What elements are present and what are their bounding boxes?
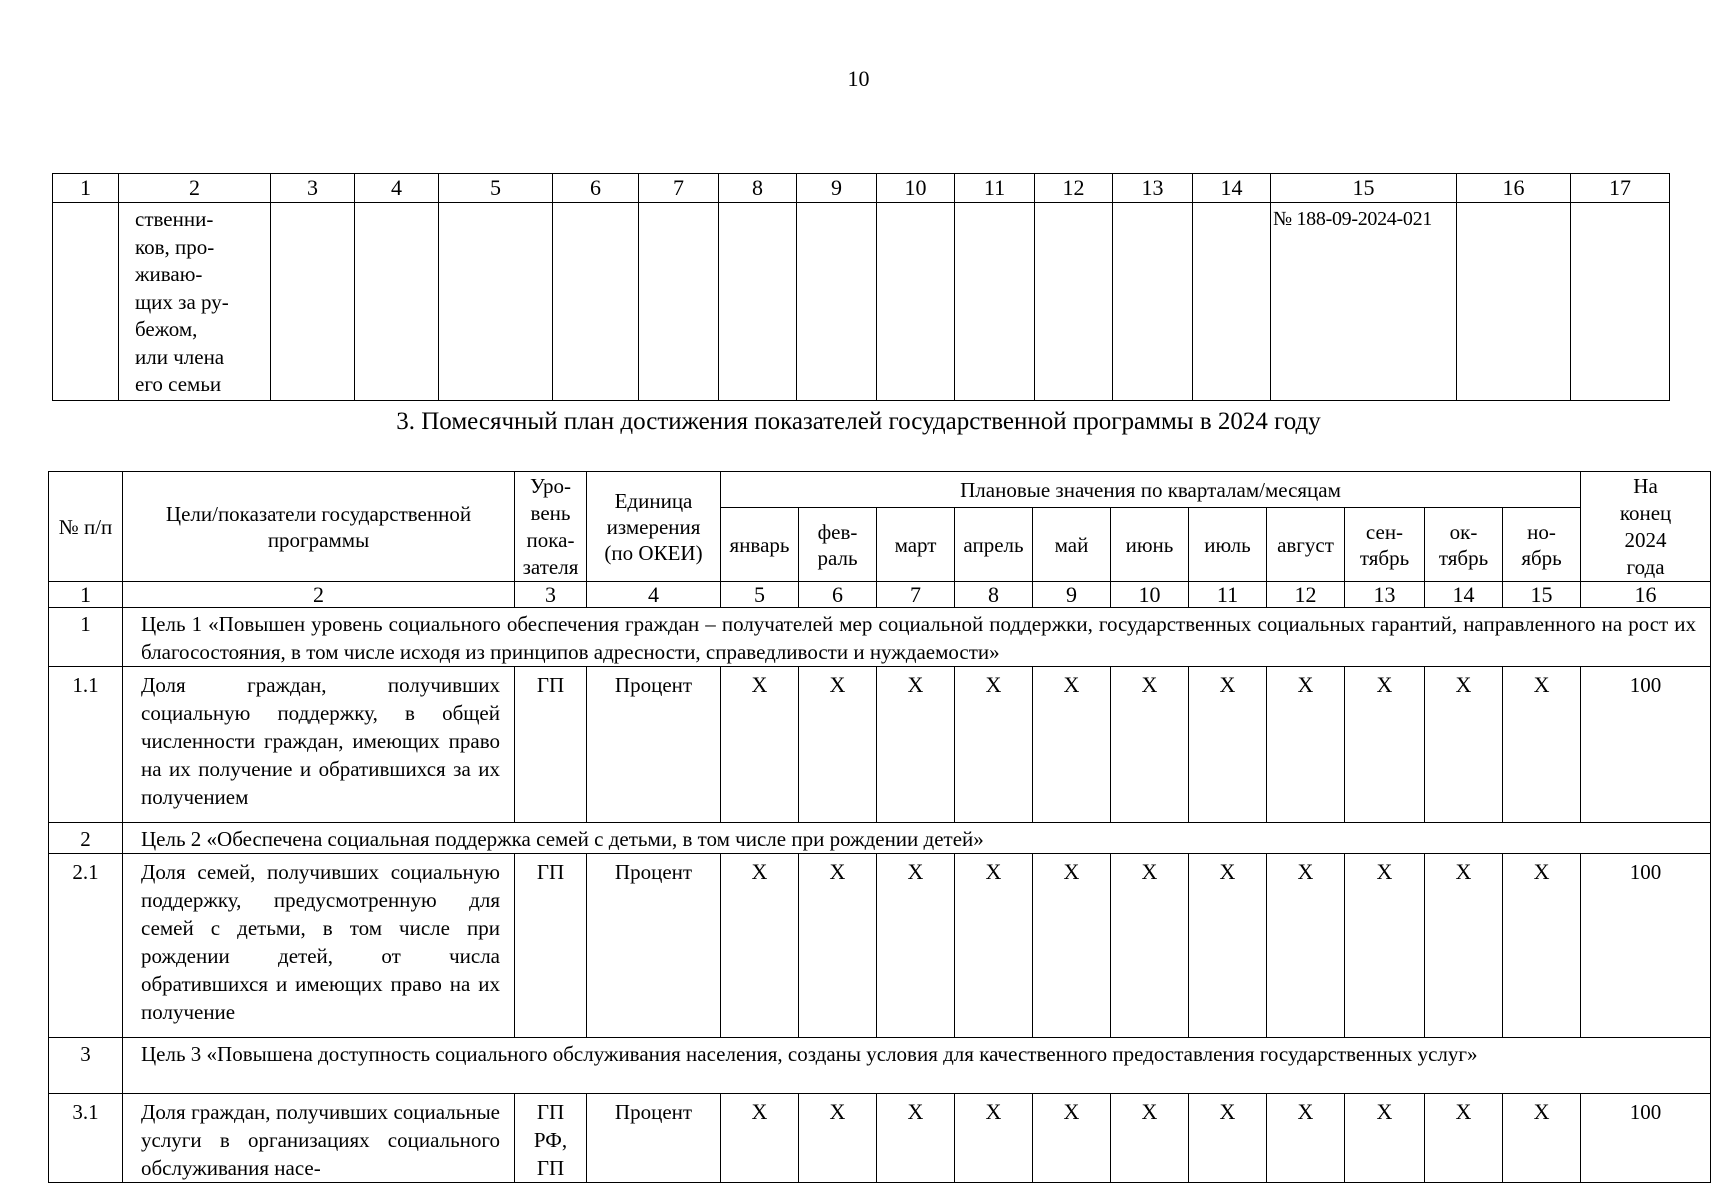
month-value: X [1503, 667, 1581, 823]
month-value: X [1111, 667, 1189, 823]
indicator-unit: Процент [587, 854, 721, 1038]
continuation-header-15: 15 [1271, 174, 1457, 203]
continuation-header-2: 2 [119, 174, 271, 203]
continuation-header-6: 6 [553, 174, 639, 203]
indicator-unit: Процент [587, 1094, 721, 1183]
continuation-row [53, 203, 1670, 401]
header-month-8: август [1267, 508, 1345, 582]
end-year-value: 100 [1581, 1094, 1711, 1183]
continuation-header-16: 16 [1457, 174, 1571, 203]
month-value: X [1267, 854, 1345, 1038]
column-number-6: 6 [799, 582, 877, 608]
header-level: Уро- вень пока- зателя [515, 472, 587, 582]
registration-number: № 188-09-2024-021 [1273, 208, 1432, 230]
goal-row [49, 608, 1711, 667]
indicator-text: Доля семей, получивших социальную поддержку, предусмотренную для семей с детьми, в том числе при рождении детей, от числа обратившихся и имеющих право на их получение [123, 854, 515, 1038]
cell [719, 203, 797, 401]
column-number-5: 5 [721, 582, 799, 608]
column-number-13: 13 [1345, 582, 1425, 608]
continuation-header-row [53, 174, 1670, 203]
cell [1457, 203, 1571, 401]
header-month-4: апрель [955, 508, 1033, 582]
continuation-header-10: 10 [877, 174, 955, 203]
header-planned: Плановые значения по кварталам/месяцам [721, 472, 1581, 508]
month-value: X [1111, 854, 1189, 1038]
column-number-2: 2 [123, 582, 515, 608]
continuation-header-5: 5 [439, 174, 553, 203]
column-number-14: 14 [1425, 582, 1503, 608]
indicator-row [49, 667, 1711, 823]
continuation-table [52, 173, 1670, 401]
header-month-3: март [877, 508, 955, 582]
month-value: X [955, 667, 1033, 823]
indicator-text: Доля граждан, получивших социальные услуги в организациях социального обслуживания насе- [123, 1094, 515, 1183]
column-number-16: 16 [1581, 582, 1711, 608]
continuation-text: ственни- ков, про- живаю- щих за ру- бежом, или члена его семьи [135, 207, 229, 396]
column-number-1: 1 [49, 582, 123, 608]
indicator-row [49, 854, 1711, 1038]
header-end-year: На конец 2024 года [1581, 472, 1711, 582]
month-value: X [1267, 667, 1345, 823]
month-value: X [1111, 1094, 1189, 1183]
continuation-header-14: 14 [1193, 174, 1271, 203]
column-number-15: 15 [1503, 582, 1581, 608]
header-goals: Цели/показатели государственной программы [123, 472, 515, 582]
month-value: X [721, 1094, 799, 1183]
continuation-header-3: 3 [271, 174, 355, 203]
column-number-9: 9 [1033, 582, 1111, 608]
month-value: X [1345, 1094, 1425, 1183]
cell [1193, 203, 1271, 401]
goal-text: Цель 1 «Повышен уровень социального обеспечения граждан – получателей мер социальной поддержки, государственных социальных гарантий, направленного на рост их благосостояния, в том числе исходя из принципов адресности, справедливости и нуждаемости» [123, 608, 1711, 667]
month-value: X [877, 667, 955, 823]
cell [1271, 203, 1457, 401]
end-year-value: 100 [1581, 854, 1711, 1038]
column-number-3: 3 [515, 582, 587, 608]
indicator-level: ГП [515, 667, 587, 823]
goal-text: Цель 3 «Повышена доступность социального обслуживания населения, созданы условия для качественного предоставления государственных услуг» [123, 1038, 1711, 1094]
goal-number: 2 [49, 823, 123, 854]
continuation-header-7: 7 [639, 174, 719, 203]
header-month-1: январь [721, 508, 799, 582]
cell [1035, 203, 1113, 401]
month-value: X [1345, 667, 1425, 823]
continuation-header-11: 11 [955, 174, 1035, 203]
column-numbers-row [49, 582, 1711, 608]
column-number-4: 4 [587, 582, 721, 608]
continuation-header-1: 1 [53, 174, 119, 203]
header-month-2: фев- раль [799, 508, 877, 582]
monthly-plan-table [48, 471, 1711, 1183]
column-number-8: 8 [955, 582, 1033, 608]
indicator-level: ГП [515, 854, 587, 1038]
indicator-text: Доля граждан, получивших социальную поддержку, в общей численности граждан, имеющих право на их получение и обратившихся за их получением [123, 667, 515, 823]
month-value: X [799, 854, 877, 1038]
end-year-value: 100 [1581, 667, 1711, 823]
indicator-number: 2.1 [49, 854, 123, 1038]
indicator-number: 3.1 [49, 1094, 123, 1183]
month-value: X [799, 1094, 877, 1183]
month-value: X [1033, 1094, 1111, 1183]
section-title: 3. Помесячный план достижения показателей государственной программы в 2024 году [396, 408, 1321, 435]
cell [439, 203, 553, 401]
month-value: X [799, 667, 877, 823]
month-value: X [1345, 854, 1425, 1038]
header-num: № п/п [49, 472, 123, 582]
goal-row [49, 1038, 1711, 1094]
cell [271, 203, 355, 401]
indicator-unit: Процент [587, 667, 721, 823]
continuation-header-17: 17 [1571, 174, 1670, 203]
header-unit: Единица измерения (по ОКЕИ) [587, 472, 721, 582]
month-value: X [1503, 1094, 1581, 1183]
header-month-6: июнь [1111, 508, 1189, 582]
goal-number: 3 [49, 1038, 123, 1094]
month-value: X [721, 667, 799, 823]
goal-text: Цель 2 «Обеспечена социальная поддержка семей с детьми, в том числе при рождении детей» [123, 823, 1711, 854]
continuation-header-12: 12 [1035, 174, 1113, 203]
month-value: X [1189, 667, 1267, 823]
cell [119, 203, 271, 401]
month-value: X [1425, 1094, 1503, 1183]
cell [639, 203, 719, 401]
cell [53, 203, 119, 401]
month-value: X [1425, 854, 1503, 1038]
page-number: 10 [847, 66, 870, 91]
month-value: X [1267, 1094, 1345, 1183]
header-row-1 [49, 472, 1711, 508]
table-body [49, 608, 1711, 1183]
month-value: X [955, 1094, 1033, 1183]
month-value: X [1033, 854, 1111, 1038]
header-month-5: май [1033, 508, 1111, 582]
continuation-header-13: 13 [1113, 174, 1193, 203]
month-value: X [877, 854, 955, 1038]
header-month-11: но- ябрь [1503, 508, 1581, 582]
goal-number: 1 [49, 608, 123, 667]
indicator-row [49, 1094, 1711, 1183]
goal-row [49, 823, 1711, 854]
column-number-7: 7 [877, 582, 955, 608]
cell [877, 203, 955, 401]
month-value: X [877, 1094, 955, 1183]
cell [955, 203, 1035, 401]
month-value: X [721, 854, 799, 1038]
month-value: X [1503, 854, 1581, 1038]
cell [797, 203, 877, 401]
continuation-header-8: 8 [719, 174, 797, 203]
cell [355, 203, 439, 401]
month-value: X [955, 854, 1033, 1038]
month-value: X [1033, 667, 1111, 823]
cell [1113, 203, 1193, 401]
indicator-number: 1.1 [49, 667, 123, 823]
continuation-header-4: 4 [355, 174, 439, 203]
column-number-12: 12 [1267, 582, 1345, 608]
month-value: X [1189, 1094, 1267, 1183]
cell [553, 203, 639, 401]
header-month-10: ок- тябрь [1425, 508, 1503, 582]
column-number-11: 11 [1189, 582, 1267, 608]
month-value: X [1189, 854, 1267, 1038]
column-number-10: 10 [1111, 582, 1189, 608]
indicator-level: ГП РФ, ГП [515, 1094, 587, 1183]
continuation-header-9: 9 [797, 174, 877, 203]
header-month-7: июль [1189, 508, 1267, 582]
month-value: X [1425, 667, 1503, 823]
header-month-9: сен- тябрь [1345, 508, 1425, 582]
cell [1571, 203, 1670, 401]
